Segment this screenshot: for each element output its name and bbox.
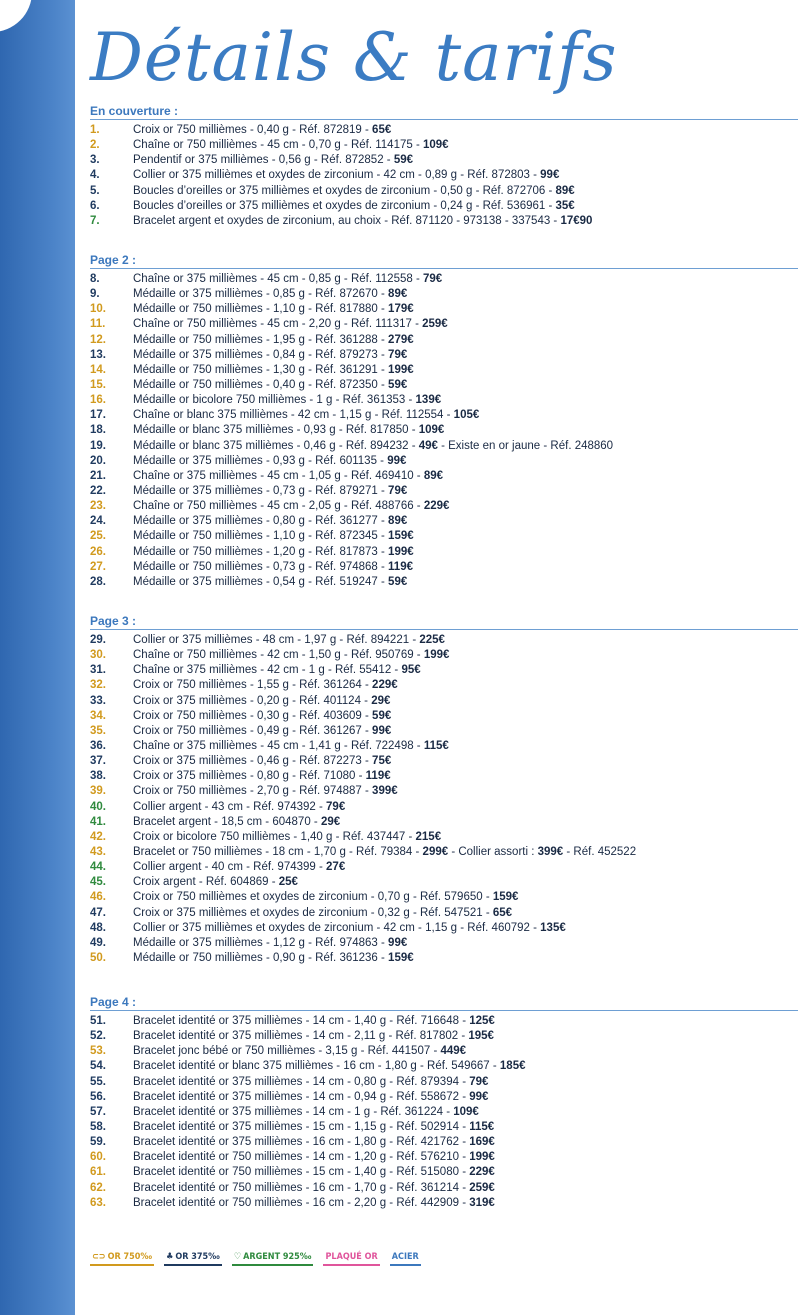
item-price: 89€ [388,515,408,528]
item-description: Croix or 375 millièmes - 0,80 g - Réf. 71080 - [133,770,366,783]
item-number: 6. [90,199,100,212]
item-description: Bracelet identité or 375 millièmes - 14 cm - 1 g - Réf. 361224 - [133,1105,454,1118]
list-item [90,287,798,302]
item-price: 199€ [388,545,414,558]
item-price: 185€ [499,1060,526,1073]
list-item [90,875,798,890]
item-description: Médaille or 375 millièmes - 0,85 g - Réf. 872670 - [133,288,389,301]
list-item [90,1181,798,1196]
item-price: 159€ [492,891,519,904]
list-item [90,302,798,317]
item-number: 20. [90,454,106,467]
item-price: 79€ [388,484,408,497]
item-price: 99€ [372,724,392,737]
item-price: 25€ [278,876,298,889]
list-item [90,1165,798,1180]
list-item [90,393,798,408]
item-number: 27. [90,560,106,573]
item-price: 159€ [388,530,414,543]
item-price: 65€ [492,906,513,919]
item-number: 19. [90,439,106,452]
item-description: Collier or 375 millièmes et oxydes de zirconium - 42 cm - 1,15 g - Réf. 460792 - [133,921,541,934]
item-price: 59€ [372,709,392,722]
item-description: Croix argent - Réf. 604869 - [133,876,279,889]
list-item [90,153,798,168]
item-price: 169€ [469,1136,495,1149]
item-number: 47. [90,906,106,919]
item-price: 99€ [540,169,560,182]
item-number: 3. [90,154,100,167]
rings-icon: ♣ [166,1252,174,1262]
item-description: Chaîne or 375 millièmes - 42 cm - 1 g - Réf. 55412 - [133,664,402,677]
item-description: Bracelet identité or 375 millièmes - 14 cm - 1,40 g - Réf. 716648 - [133,1015,470,1027]
list-item [90,678,798,693]
item-description: Bracelet identité or blanc 375 millièmes - 16 cm - 1,80 g - Réf. 549667 - [133,1060,500,1073]
item-price: 75€ [372,755,392,768]
section-heading: Page 2 : [90,252,798,269]
list-item [90,408,798,423]
item-number: 23. [90,500,106,513]
item-number: 37. [90,755,106,768]
list-item [90,214,798,229]
item-price: 89€ [388,288,408,301]
legend-label: ACIER [391,1252,419,1262]
item-extra-secondary: - Réf. 452522 [563,845,637,858]
item-description: Boucles d’oreilles or 375 millièmes et oxydes de zirconium - 0,50 g - Réf. 872706 - [133,184,556,197]
item-price: 109€ [422,139,449,152]
list-item [90,1059,798,1074]
list-item [90,123,798,138]
item-number: 50. [90,951,106,964]
list-item [90,830,798,845]
list-item [90,499,798,514]
list-item [90,890,798,905]
item-number: 28. [90,575,106,588]
item-price: 125€ [469,1015,495,1027]
item-description: Croix or 375 millièmes - 0,20 g - Réf. 401124 - [133,694,372,707]
list-item [90,575,798,590]
list-item [90,469,798,484]
item-description: Médaille or 750 millièmes - 1,20 g - Réf. 817873 - [133,545,389,558]
item-price: 229€ [469,1166,495,1179]
ring-icon: ⊂⊃ [92,1252,106,1262]
legend-argent [232,1251,314,1266]
list-item [90,272,798,287]
item-price: 229€ [423,500,450,513]
item-price: 319€ [469,1196,495,1209]
metal-legend [90,1251,421,1266]
item-price-secondary: 399€ [537,845,564,858]
item-description: Médaille or 750 millièmes - 1,10 g - Réf. 817880 - [133,303,389,316]
list-item [90,333,798,348]
item-description: Médaille or 750 millièmes - 1,30 g - Réf. 361291 - [133,363,389,376]
item-number: 14. [90,363,106,376]
item-description: Médaille or 375 millièmes - 0,54 g - Réf. 519247 - [133,575,389,588]
legend-or750 [90,1251,154,1266]
item-price: 119€ [388,560,413,573]
item-number: 58. [90,1120,106,1133]
list-item [90,560,798,575]
list-item [90,800,798,815]
item-description: Croix or 750 millièmes - 0,49 g - Réf. 361267 - [133,724,373,737]
item-number: 7. [90,214,100,227]
item-price: 49€ [418,439,438,452]
item-number: 12. [90,333,106,346]
item-description: Bracelet jonc bébé or 750 millièmes - 3,15 g - Réf. 441507 - [133,1045,441,1058]
item-number: 36. [90,739,106,752]
item-number: 46. [90,891,106,904]
item-description: Pendentif or 375 millièmes - 0,56 g - Réf. 872852 - [133,154,394,167]
item-number: 55. [90,1075,106,1088]
page-title: Détails & tarifs [90,19,618,96]
list-item [90,1014,798,1029]
item-description: Bracelet argent - 18,5 cm - 604870 - [133,815,321,828]
item-description: Médaille or 375 millièmes - 0,84 g - Réf. 879273 - [133,348,389,361]
item-price: 99€ [388,936,408,949]
item-description: Médaille or 375 millièmes - 0,73 g - Réf. 879271 - [133,484,389,497]
item-price: 229€ [372,679,398,692]
item-number: 63. [90,1196,106,1209]
item-price: 119€ [365,770,391,783]
item-number: 33. [90,694,106,707]
list-item [90,317,798,332]
list-item [90,769,798,784]
item-price: 115€ [469,1120,495,1133]
item-price: 199€ [469,1151,495,1164]
item-number: 17. [90,409,106,422]
item-number: 48. [90,921,106,934]
item-number: 62. [90,1181,106,1194]
list-item [90,199,798,214]
list-item [90,906,798,921]
item-price: 29€ [371,694,391,707]
item-number: 16. [90,394,106,407]
list-item [90,663,798,678]
item-description: Médaille or 750 millièmes - 1,10 g - Réf. 872345 - [133,530,389,543]
list-item [90,348,798,363]
list-item [90,1150,798,1165]
item-number: 45. [90,876,106,889]
item-description: Croix or bicolore 750 millièmes - 1,40 g - Réf. 437447 - [133,830,416,843]
item-description: Médaille or 375 millièmes - 1,12 g - Réf. 974863 - [133,936,389,949]
item-description: Chaîne or 750 millièmes - 45 cm - 2,20 g - Réf. 111317 - [133,318,423,331]
list-item [90,860,798,875]
list-item [90,784,798,799]
item-description: Bracelet or 750 millièmes - 18 cm - 1,70 g - Réf. 79384 - [133,845,423,858]
item-description: Collier argent - 40 cm - Réf. 974399 - [133,861,327,874]
side-color-band [0,0,75,1315]
section-4 [90,994,798,1211]
legend-plaque [323,1251,379,1266]
item-description: Bracelet identité or 375 millièmes - 14 cm - 0,80 g - Réf. 879394 - [133,1075,470,1088]
item-description: Bracelet identité or 375 millièmes - 15 cm - 1,15 g - Réf. 502914 - [133,1120,470,1133]
item-number: 10. [90,303,106,316]
item-number: 57. [90,1105,106,1118]
item-price: 139€ [415,394,442,407]
item-list [90,272,798,590]
item-description: Médaille or bicolore 750 millièmes - 1 g - Réf. 361353 - [133,394,416,407]
legend-label: ARGENT 925‰ [243,1252,312,1262]
item-number: 31. [90,664,106,677]
item-description: Croix or 750 millièmes et oxydes de zirconium - 0,70 g - Réf. 579650 - [133,891,493,904]
item-price: 79€ [469,1075,489,1088]
list-item [90,1120,798,1135]
item-number: 13. [90,348,106,361]
list-item [90,1090,798,1105]
item-description: Médaille or 375 millièmes - 0,80 g - Réf. 361277 - [133,515,389,528]
list-item [90,1029,798,1044]
page-corner [0,0,32,32]
section-heading: Page 3 : [90,613,798,630]
item-description: Collier or 375 millièmes - 48 cm - 1,97 g - Réf. 894221 - [133,634,420,646]
item-number: 35. [90,724,106,737]
item-extra: - Collier assorti : [448,845,538,858]
item-description: Bracelet identité or 750 millièmes - 15 cm - 1,40 g - Réf. 515080 - [133,1166,470,1179]
item-number: 4. [90,169,100,182]
item-description: Médaille or 750 millièmes - 0,73 g - Réf. 974868 - [133,560,389,573]
gem-icon: ♡ [233,1252,242,1262]
item-description: Bracelet identité or 375 millièmes - 14 cm - 2,11 g - Réf. 817802 - [133,1030,469,1043]
item-number: 42. [90,830,106,843]
item-price: 89€ [423,469,444,482]
item-number: 22. [90,484,106,497]
item-description: Médaille or 750 millièmes - 1,95 g - Réf. 361288 - [133,333,389,346]
list-item [90,1105,798,1120]
item-list [90,123,798,229]
item-description: Chaîne or 375 millièmes - 45 cm - 1,05 g - Réf. 469410 - [133,469,424,482]
item-number: 56. [90,1090,106,1103]
list-item [90,1196,798,1211]
item-number: 52. [90,1030,106,1043]
list-item [90,439,798,454]
section-heading: Page 4 : [90,994,798,1011]
list-item [90,378,798,393]
list-item [90,739,798,754]
list-item [90,936,798,951]
list-item [90,168,798,183]
item-description: Croix or 750 millièmes - 2,70 g - Réf. 974887 - [133,785,373,798]
item-price: 225€ [419,634,445,646]
item-description: Croix or 375 millièmes - 0,46 g - Réf. 872273 - [133,755,373,768]
legend-label: PLAQUÉ OR [325,1252,378,1262]
item-price: 195€ [468,1030,494,1043]
item-price: 279€ [388,333,414,346]
item-number: 53. [90,1045,106,1058]
item-price: 449€ [440,1045,467,1058]
item-description: Boucles d’oreilles or 375 millièmes et oxydes de zirconium - 0,24 g - Réf. 536961 - [133,199,556,212]
item-price: 79€ [422,273,443,285]
item-description: Bracelet identité or 750 millièmes - 16 cm - 2,20 g - Réf. 442909 - [133,1196,470,1209]
item-number: 51. [90,1015,106,1027]
list-item [90,184,798,199]
item-price: 89€ [555,184,575,197]
item-number: 38. [90,770,106,783]
list-item [90,694,798,709]
item-price: 115€ [423,739,449,752]
item-list [90,633,798,966]
list-item [90,951,798,966]
item-price: 135€ [540,921,566,934]
item-price: 65€ [372,124,392,136]
item-number: 9. [90,288,100,301]
item-price: 399€ [372,785,398,798]
list-item [90,709,798,724]
item-description: Croix or 750 millièmes - 1,55 g - Réf. 361264 - [133,679,373,692]
item-number: 60. [90,1151,106,1164]
item-description: Médaille or 750 millièmes - 0,40 g - Réf. 872350 - [133,378,389,391]
item-number: 30. [90,649,106,662]
item-number: 54. [90,1060,106,1073]
item-description: Bracelet identité or 750 millièmes - 16 cm - 1,70 g - Réf. 361214 - [133,1181,470,1194]
list-item [90,633,798,648]
section-1 [90,103,798,229]
item-description: Bracelet identité or 750 millièmes - 14 cm - 1,20 g - Réf. 576210 - [133,1151,470,1164]
legend-label: OR 750‰ [107,1252,153,1262]
item-number: 8. [90,273,100,285]
list-item [90,921,798,936]
item-price: 299€ [422,845,449,858]
list-item [90,1075,798,1090]
item-price: 159€ [388,951,414,964]
item-list [90,1014,798,1211]
item-price: 105€ [453,409,480,422]
list-item [90,138,798,153]
item-number: 40. [90,800,106,813]
item-number: 41. [90,815,106,828]
list-item [90,1044,798,1059]
item-price: 79€ [388,348,408,361]
list-item [90,484,798,499]
item-number: 44. [90,861,106,874]
item-price: 59€ [388,378,408,391]
item-number: 5. [90,184,100,197]
list-item [90,724,798,739]
legend-label: OR 375‰ [175,1252,220,1262]
legend-or375 [164,1251,222,1266]
item-description: Bracelet identité or 375 millièmes - 14 cm - 0,94 g - Réf. 558672 - [133,1090,470,1103]
item-price: 35€ [555,199,575,212]
item-description: Bracelet argent et oxydes de zirconium, au choix - Réf. 871120 - 973138 - 337543 - [133,214,561,227]
item-description: Médaille or blanc 375 millièmes - 0,46 g - Réf. 894232 - [133,439,419,452]
item-description: Médaille or 375 millièmes - 0,93 g - Réf. 601135 - [133,454,388,467]
item-number: 29. [90,634,106,646]
item-description: Médaille or 750 millièmes - 0,90 g - Réf. 361236 - [133,951,389,964]
list-item [90,648,798,663]
item-description: Chaîne or 375 millièmes - 45 cm - 1,41 g - Réf. 722498 - [133,739,424,752]
item-number: 61. [90,1166,106,1179]
item-number: 15. [90,378,106,391]
item-price: 199€ [423,649,450,662]
item-number: 1. [90,124,100,136]
item-price: 259€ [422,318,448,331]
item-price: 215€ [415,830,442,843]
item-number: 25. [90,530,106,543]
list-item [90,1135,798,1150]
item-price: 199€ [388,363,414,376]
item-number: 24. [90,515,106,528]
item-price: 95€ [401,664,421,677]
list-item [90,423,798,438]
item-price: 59€ [388,575,408,588]
item-price: 179€ [388,303,414,316]
list-item [90,845,798,860]
item-price: 17€90 [560,214,593,227]
item-price: 109€ [453,1105,479,1118]
legend-acier [390,1251,421,1266]
item-description: Chaîne or blanc 375 millièmes - 42 cm - 1,15 g - Réf. 112554 - [133,409,454,422]
item-description: Croix or 375 millièmes et oxydes de zirconium - 0,32 g - Réf. 547521 - [133,906,493,919]
item-description: Collier or 375 millièmes et oxydes de zirconium - 42 cm - 0,89 g - Réf. 872803 - [133,169,541,182]
item-number: 21. [90,469,106,482]
item-description: Croix or 750 millièmes - 0,40 g - Réf. 872819 - [133,124,373,136]
item-description: Chaîne or 750 millièmes - 45 cm - 2,05 g - Réf. 488766 - [133,500,424,513]
item-extra: - Existe en or jaune - Réf. 248860 [437,439,614,452]
item-description: Chaîne or 750 millièmes - 45 cm - 0,70 g - Réf. 114175 - [133,139,423,152]
list-item [90,454,798,469]
item-description: Bracelet identité or 375 millièmes - 16 cm - 1,80 g - Réf. 421762 - [133,1136,470,1149]
item-number: 2. [90,139,100,152]
list-item [90,529,798,544]
item-number: 32. [90,679,106,692]
item-number: 34. [90,709,106,722]
item-price: 27€ [326,861,346,874]
item-description: Médaille or blanc 375 millièmes - 0,93 g - Réf. 817850 - [133,424,419,437]
item-number: 49. [90,936,106,949]
item-number: 43. [90,845,106,858]
item-number: 39. [90,785,106,798]
item-price: 99€ [469,1090,489,1103]
item-description: Collier argent - 43 cm - Réf. 974392 - [133,800,327,813]
section-3 [90,613,798,966]
list-item [90,545,798,560]
item-number: 18. [90,424,106,437]
list-item [90,514,798,529]
item-description: Croix or 750 millièmes - 0,30 g - Réf. 403609 - [133,709,373,722]
item-description: Chaîne or 750 millièmes - 42 cm - 1,50 g - Réf. 950769 - [133,649,424,662]
item-number: 11. [90,318,106,331]
item-price: 79€ [326,800,346,813]
item-number: 59. [90,1136,106,1149]
item-number: 26. [90,545,106,558]
section-heading: En couverture : [90,103,798,120]
item-description: Chaîne or 375 millièmes - 45 cm - 0,85 g - Réf. 112558 - [133,273,423,285]
list-item [90,754,798,769]
item-price: 109€ [418,424,445,437]
item-price: 259€ [469,1181,495,1194]
list-item [90,815,798,830]
item-price: 99€ [387,454,407,467]
list-item [90,363,798,378]
section-2 [90,252,798,590]
item-price: 59€ [393,154,413,167]
item-price: 29€ [320,815,341,828]
